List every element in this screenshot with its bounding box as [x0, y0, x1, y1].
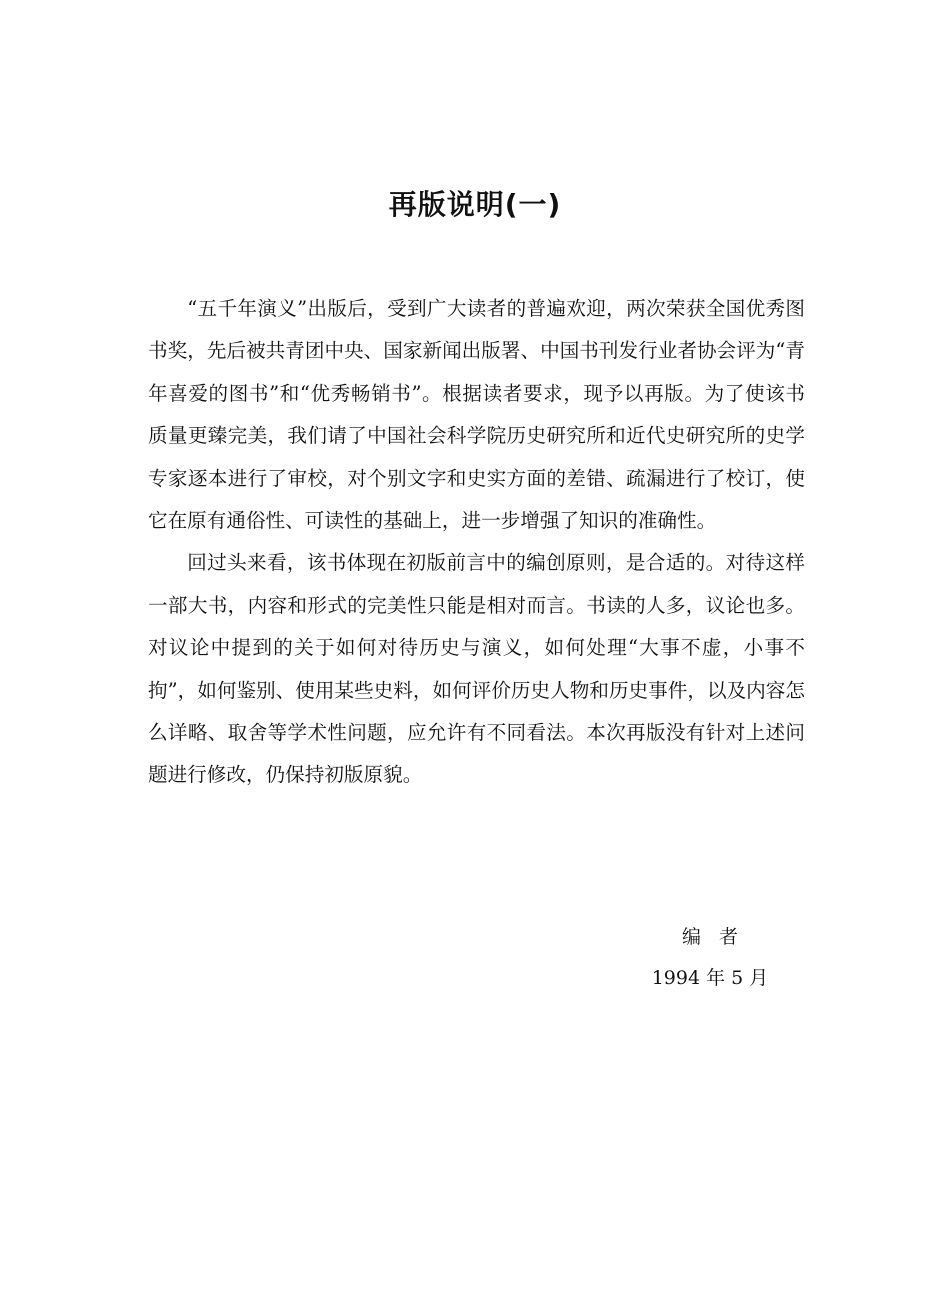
body-text — [148, 288, 805, 797]
page-title: 再版说明(一) — [388, 188, 562, 221]
paragraph-1: “五千年演义”出版后，受到广大读者的普遍欢迎，两次荣获全国优秀图书奖，先后被共青团中央、国家新闻出版署、中国书刊发行业者协会评为“青年喜爱的图书”和“优秀畅销书”。根据读者要求，现予以再版。为了使该书质量更臻完美，我们请了中国社会科学院历史研究所和近代史研究所的史学专家逐本进行了审校，对个别文字和史实方面的差错、疏漏进行了校订，使它在原有通俗性、可读性的基础上，进一步增强了知识的准确性。 — [148, 297, 805, 533]
signature-date: 1994 年 5 月 — [651, 967, 769, 989]
signature-author: 编者 — [681, 926, 756, 948]
paragraph-2: 回过头来看，该书体现在初版前言中的编创原则，是合适的。对待这样一部大书，内容和形式的完美性只能是相对而言。书读的人多，议论也多。对议论中提到的关于如何对待历史与演义，如何处理“大事不虚，小事不拘”，如何鉴别、使用某些史料，如何评价历史人物和历史事件，以及内容怎么详略、取舍等学术性问题，应允许有不同看法。本次再版没有针对上述问题进行修改，仍保持初版原貌。 — [148, 551, 805, 787]
